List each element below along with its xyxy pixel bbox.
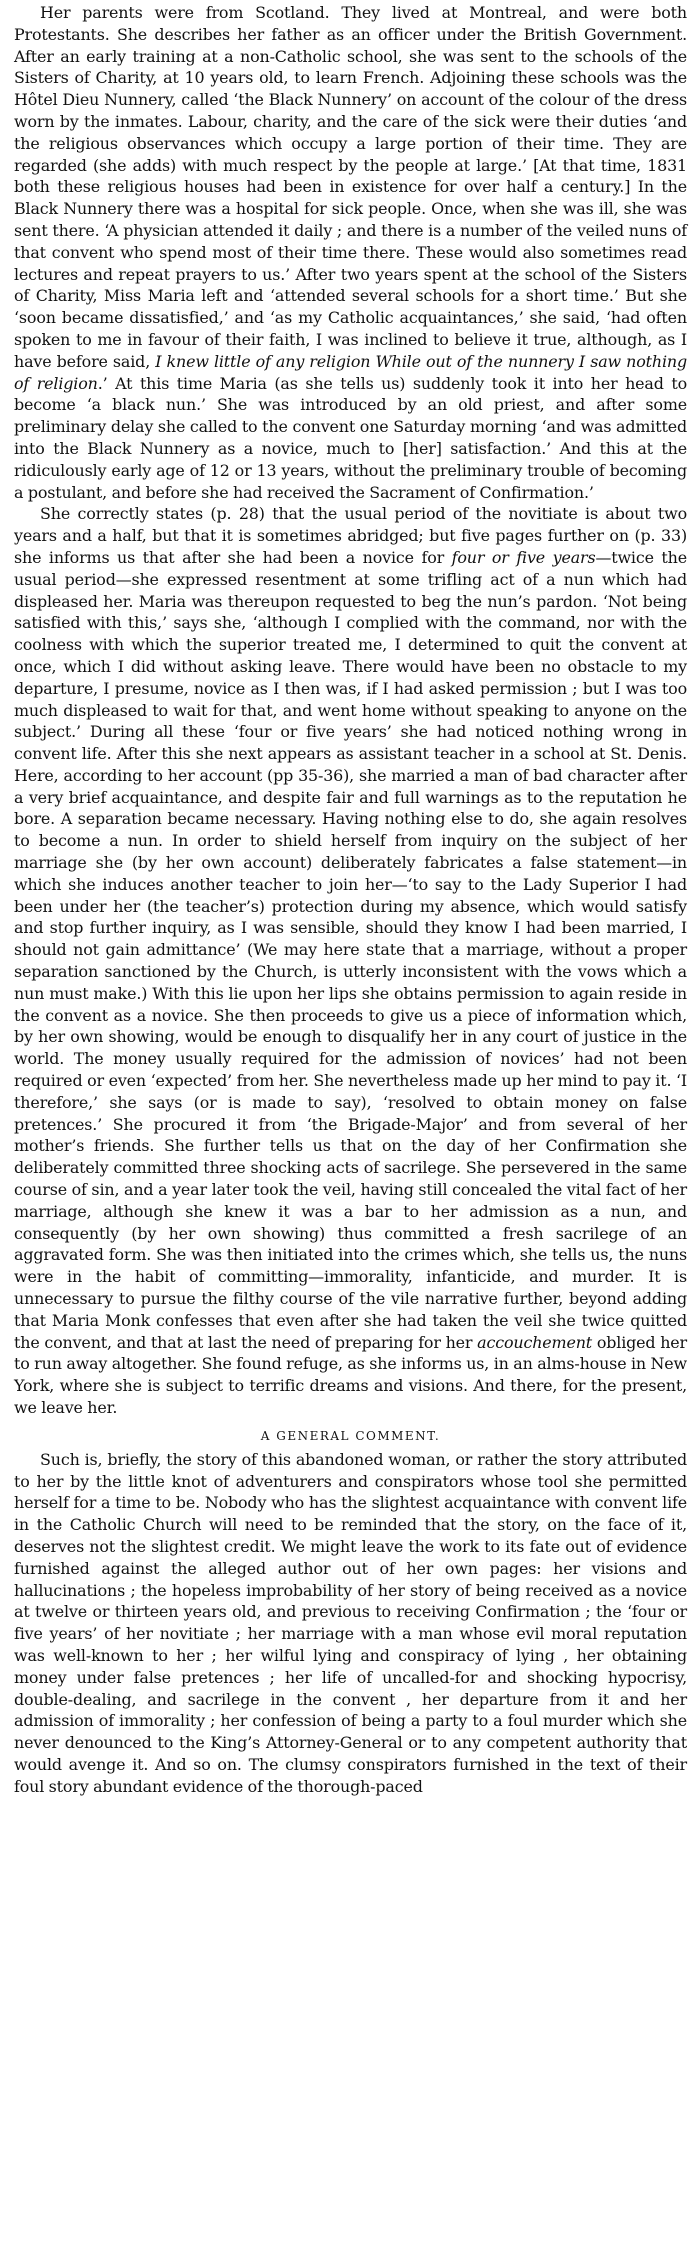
paragraph-novitiate-italic-accouchement: accouchement bbox=[477, 1332, 593, 1352]
paragraph-novitiate-text-b: —twice the usual period—she expressed resentment at some trifling act of a nun which had displeased her. Maria was thereupon requested to beg the nun’s pardon. ‘Not being satisfied with this,’ says she, ‘although I complied with the command, nor with the coolness with which the superior treated me, I determined to quit the convent at once, which I did without asking leave. There would have been no obstacle to my departure, I presume, novice as I then was, if I had asked permission ; but I was too much displeased to wait for that, and went home without speaking to anyone on the subject.’ During all these ‘four or five years’ she had noticed nothing wrong in convent life. After this she next appears as assistant teacher in a school at St. Denis. Here, according to her account (pp 35-36), she married a man of bad character after a very brief acquaintance, and despite fair and full warnings as to the reputation he bore. A separation became necessary. Having nothing else to do, she again resolves to become a nun. In order to shield herself from inquiry on the subject of her marriage she (by her own account) deliberately fabricates a false statement—in which she induces another teacher to join her—‘to say to the Lady Superior I had been under her (the teacher’s) protection during my absence, which would satisfy and stop further inquiry, as I was sensible, should they know I had been married, I should not gain admittance’ (We may here state that a marriage, without a proper separation sanctioned by the Church, is utterly inconsistent with the vows which a nun must make.) With this lie upon her lips she obtains permission to again reside in the convent as a novice. She then proceeds to give us a piece of information which, by her own showing, would be enough to disqualify her in any court of justice in the world. The money usually required for the admission of novices’ had not been required or even ‘expected’ from her. She nevertheless made up her mind to pay it. ‘I therefore,’ she says (or is made to say), ‘resolved to obtain money on false pretences.’ She procured it from ‘the Brigade-Major’ and from several of her mother’s friends. She further tells us that on the day of her Confirmation she deliberately committed three shocking acts of sacrilege. She persevered in the same course of sin, and a year later took the veil, having still concealed the vital fact of her marriage, although she knew it was a bar to her admission as a nun, and consequently (by her own showing) thus committed a fresh sacrilege of an aggravated form. She was then initiated into the crimes which, she tells us, the nuns were in the habit of committing—immorality, infanticide, and murder. It is unnecessary to pursue the filthy course of the vile narrative further, beyond adding that Maria Monk confesses that even after she had taken the veil she twice quitted the convent, and that at last the need of preparing for her bbox=[14, 547, 687, 1352]
section-heading: A GENERAL COMMENT. bbox=[260, 1428, 441, 1443]
paragraph-novitiate bbox=[14, 503, 687, 1418]
paragraph-general-comment: Such is, briefly, the story of this abandoned woman, or rather the story attributed to her by the little knot of adventurers and conspirators whose tool she permitted herself for a time to be. Nobody who has the slightest acquaintance with convent life in the Catholic Church will need to be reminded that the story, on the face of it, deserves not the slightest credit. We might leave the work to its fate out of evidence furnished against the alleged author out of her own pages: her visions and hallucinations ; the hopeless improbability of her story of being received as a novice at twelve or thirteen years old, and previous to receiving Confirmation ; the ‘four or five years’ of her novitiate ; her marriage with a man whose evil moral reputation was well-known to her ; her wilful lying and conspiracy of lying , her obtaining money under false pretences ; her life of uncalled-for and shocking hypocrisy, double-dealing, and sacrilege in the convent , her departure from it and her admission of immorality ; her confession of being a party to a foul murder which she never denounced to the King’s Attorney-General or to any competent authority that would avenge it. And so on. The clumsy conspirators furnished in the text of their foul story abundant evidence of the thorough-paced bbox=[14, 1449, 687, 1796]
paragraph-parents-italic-quote: I knew little of any religion While out of the nunnery I saw nothing of religion bbox=[14, 351, 687, 393]
paragraph-parents bbox=[14, 2, 687, 503]
paragraph-novitiate-text-c: obliged her to run away altogether. She found refuge, as she informs us, in an alms-house in New York, where she is subject to terrific dreams and visions. And there, for the present, we leave her. bbox=[14, 1332, 687, 1417]
paragraph-novitiate-text-a: She correctly states (p. 28) that the usual period of the novitiate is about two years and a half, but that it is sometimes abridged; but five pages further on (p. 33) she informs us that after she had been a novice for bbox=[14, 504, 687, 567]
paragraph-parents-text-a: Her parents were from Scotland. They lived at Montreal, and were both Protestants. She describes her father as an officer under the British Government. After an early training at a non-Catholic school, she was sent to the schools of the Sisters of Charity, at 10 years old, to learn French. Adjoining these schools was the Hôtel Dieu Nunnery, called ‘the Black Nunnery’ on account of the colour of the dress worn by the inmates. Labour, charity, and the care of the sick were their duties ‘and the religious observances which occupy a large portion of their time. They are regarded (she adds) with much respect by the people at large.’ [At that time, 1831 both these religious houses had been in existence for over half a century.] In the Black Nunnery there was a hospital for sick people. Once, when she was ill, she was sent there. ‘A physician attended it daily ; and there is a number of the veiled nuns of that convent who spend most of their time there. These would also sometimes read lectures and repeat prayers to us.’ After two years spent at the school of the Sisters of Charity, Miss Maria left and ‘attended several schools for a short time.’ But she ‘soon became dissatisfied,’ and ‘as my Catholic acquaintances,’ she said, ‘had often spoken to me in favour of their faith, I was inclined to believe it true, although, as I have before said, bbox=[14, 3, 687, 371]
paragraph-novitiate-italic-years: four or five years bbox=[451, 547, 596, 567]
paragraph-parents-text-b: .’ At this time Maria (as she tells us) suddenly took it into her head to become ‘a black nun.’ She was introduced by an old priest, and after some preliminary delay she called to the convent one Saturday morning ‘and was admitted into the Black Nunnery as a novice, much to [her] satisfaction.’ And this at the ridiculously early age of 12 or 13 years, without the preliminary trouble of becoming a postulant, and before she had received the Sacrament of Confirmation.’ bbox=[14, 373, 687, 502]
article-page bbox=[14, 2, 687, 1798]
